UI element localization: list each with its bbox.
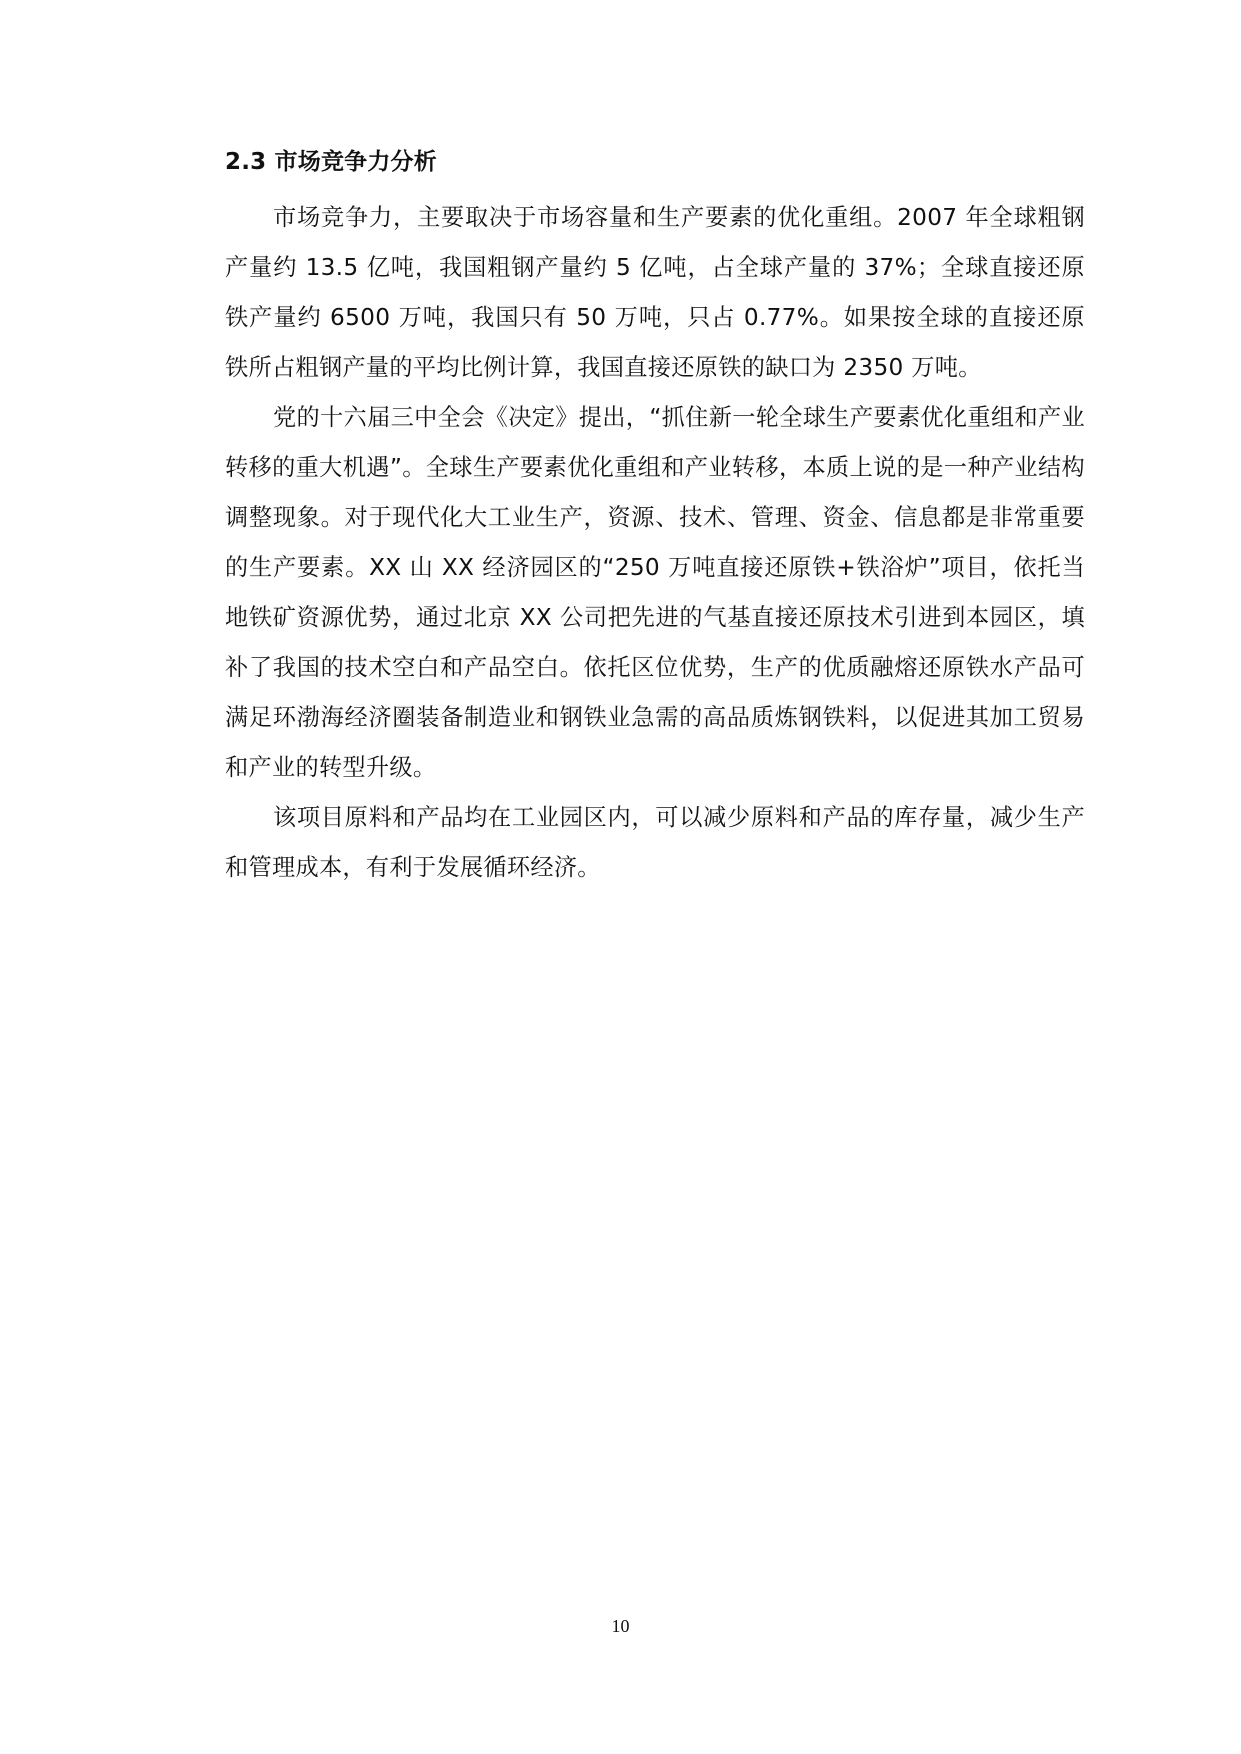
paragraph-market-capacity: 市场竞争力，主要取决于市场容量和生产要素的优化重组。2007 年全球粗钢产量约 13.5 亿吨，我国粗钢产量约 5 亿吨，占全球产量的 37%；全球直接还原铁产量约 6500 万吨，我国只有 50 万吨，只占 0.77%。如果按全球的直接还原铁所占粗钢产量的平均比例计算，我国直接还原铁的缺口为 2350 万吨。	[225, 204, 1085, 381]
paragraph-production-factors: 党的十六届三中全会《决定》提出，“抓住新一轮全球生产要素优化重组和产业转移的重大机遇”。全球生产要素优化重组和产业转移，本质上说的是一种产业结构调整现象。对于现代化大工业生产，资源、技术、管理、资金、信息都是非常重要的生产要素。XX 山 XX 经济园区的“250 万吨直接还原铁+铁浴炉”项目，依托当地铁矿资源优势，通过北京 XX 公司把先进的气基直接还原技术引进到本园区，填补了我国的技术空白和产品空白。依托区位优势，生产的优质融熔还原铁水产品可满足环渤海经济圈装备制造业和钢铁业急需的高品质炼钢铁料，以促进其加工贸易和产业的转型升级。	[225, 404, 1085, 781]
page-number: 10	[611, 1616, 630, 1636]
page-content	[225, 145, 1085, 893]
section-heading: 2.3 市场竞争力分析	[225, 149, 437, 175]
paragraph-cost-reduction: 该项目原料和产品均在工业园区内，可以减少原料和产品的库存量，减少生产和管理成本，有利于发展循环经济。	[225, 804, 1085, 881]
